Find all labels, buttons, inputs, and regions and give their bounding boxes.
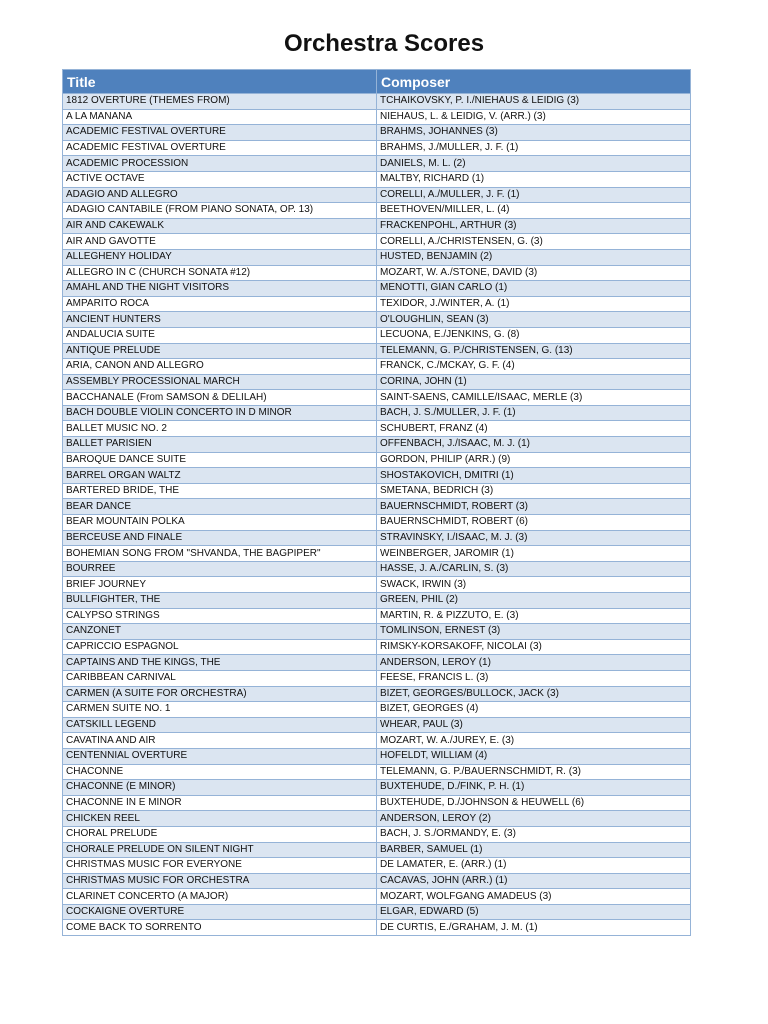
title-cell: CHRISTMAS MUSIC FOR EVERYONE xyxy=(63,858,377,874)
table-row xyxy=(63,904,691,920)
table-row xyxy=(63,234,691,250)
title-cell: ADAGIO AND ALLEGRO xyxy=(63,187,377,203)
composer-cell: DE LAMATER, E. (ARR.) (1) xyxy=(377,858,691,874)
title-cell: ANDALUCIA SUITE xyxy=(63,327,377,343)
title-cell: CHACONNE IN E MINOR xyxy=(63,795,377,811)
composer-cell: TELEMANN, G. P./CHRISTENSEN, G. (13) xyxy=(377,343,691,359)
table-row xyxy=(63,125,691,141)
composer-cell: DANIELS, M. L. (2) xyxy=(377,156,691,172)
title-cell: CHRISTMAS MUSIC FOR ORCHESTRA xyxy=(63,873,377,889)
composer-cell: MALTBY, RICHARD (1) xyxy=(377,171,691,187)
title-cell: COME BACK TO SORRENTO xyxy=(63,920,377,936)
table-row xyxy=(63,437,691,453)
composer-cell: SCHUBERT, FRANZ (4) xyxy=(377,421,691,437)
title-cell: BALLET PARISIEN xyxy=(63,437,377,453)
composer-cell: TCHAIKOVSKY, P. I./NIEHAUS & LEIDIG (3) xyxy=(377,94,691,110)
title-cell: CHACONNE (E MINOR) xyxy=(63,780,377,796)
table-row xyxy=(63,686,691,702)
title-cell: ALLEGHENY HOLIDAY xyxy=(63,249,377,265)
composer-cell: NIEHAUS, L. & LEIDIG, V. (ARR.) (3) xyxy=(377,109,691,125)
title-cell: ADAGIO CANTABILE (FROM PIANO SONATA, OP. 13) xyxy=(63,203,377,219)
composer-cell: BRAHMS, J./MULLER, J. F. (1) xyxy=(377,140,691,156)
composer-cell: SHOSTAKOVICH, DMITRI (1) xyxy=(377,468,691,484)
title-cell: CAPRICCIO ESPAGNOL xyxy=(63,639,377,655)
composer-cell: BAUERNSCHMIDT, ROBERT (3) xyxy=(377,499,691,515)
table-row xyxy=(63,530,691,546)
table-row xyxy=(63,156,691,172)
title-cell: ARIA, CANON AND ALLEGRO xyxy=(63,359,377,375)
column-header-title: Title xyxy=(63,70,377,94)
composer-cell: HOFELDT, WILLIAM (4) xyxy=(377,748,691,764)
title-cell: ANCIENT HUNTERS xyxy=(63,312,377,328)
title-cell: ASSEMBLY PROCESSIONAL MARCH xyxy=(63,374,377,390)
table-row xyxy=(63,561,691,577)
table-row xyxy=(63,608,691,624)
composer-cell: SMETANA, BEDRICH (3) xyxy=(377,483,691,499)
table-row xyxy=(63,889,691,905)
composer-cell: BRAHMS, JOHANNES (3) xyxy=(377,125,691,141)
table-row xyxy=(63,452,691,468)
composer-cell: RIMSKY-KORSAKOFF, NICOLAI (3) xyxy=(377,639,691,655)
title-cell: BACH DOUBLE VIOLIN CONCERTO IN D MINOR xyxy=(63,405,377,421)
table-row xyxy=(63,218,691,234)
table-row xyxy=(63,546,691,562)
composer-cell: BUXTEHUDE, D./FINK, P. H. (1) xyxy=(377,780,691,796)
composer-cell: FRANCK, C./MCKAY, G. F. (4) xyxy=(377,359,691,375)
table-row xyxy=(63,873,691,889)
composer-cell: BAUERNSCHMIDT, ROBERT (6) xyxy=(377,515,691,531)
title-cell: AIR AND CAKEWALK xyxy=(63,218,377,234)
composer-cell: WEINBERGER, JAROMIR (1) xyxy=(377,546,691,562)
table-row xyxy=(63,826,691,842)
title-cell: CENTENNIAL OVERTURE xyxy=(63,748,377,764)
composer-cell: MENOTTI, GIAN CARLO (1) xyxy=(377,281,691,297)
composer-cell: BIZET, GEORGES/BULLOCK, JACK (3) xyxy=(377,686,691,702)
composer-cell: CACAVAS, JOHN (ARR.) (1) xyxy=(377,873,691,889)
composer-cell: MOZART, W. A./STONE, DAVID (3) xyxy=(377,265,691,281)
table-row xyxy=(63,639,691,655)
table-row xyxy=(63,421,691,437)
table-row xyxy=(63,171,691,187)
title-cell: CHORALE PRELUDE ON SILENT NIGHT xyxy=(63,842,377,858)
composer-cell: CORELLI, A./CHRISTENSEN, G. (3) xyxy=(377,234,691,250)
title-cell: AMAHL AND THE NIGHT VISITORS xyxy=(63,281,377,297)
table-row xyxy=(63,577,691,593)
table-row xyxy=(63,390,691,406)
composer-cell: MARTIN, R. & PIZZUTO, E. (3) xyxy=(377,608,691,624)
title-cell: BARREL ORGAN WALTZ xyxy=(63,468,377,484)
table-row xyxy=(63,281,691,297)
title-cell: CHACONNE xyxy=(63,764,377,780)
title-cell: BOURREE xyxy=(63,561,377,577)
table-row xyxy=(63,795,691,811)
title-cell: CARIBBEAN CARNIVAL xyxy=(63,670,377,686)
table-row xyxy=(63,187,691,203)
table-row xyxy=(63,312,691,328)
composer-cell: MOZART, W. A./JUREY, E. (3) xyxy=(377,733,691,749)
title-cell: ACADEMIC FESTIVAL OVERTURE xyxy=(63,125,377,141)
table-row xyxy=(63,811,691,827)
table-row xyxy=(63,265,691,281)
table-row xyxy=(63,764,691,780)
title-cell: BALLET MUSIC NO. 2 xyxy=(63,421,377,437)
title-cell: BOHEMIAN SONG FROM "SHVANDA, THE BAGPIPER" xyxy=(63,546,377,562)
composer-cell: ELGAR, EDWARD (5) xyxy=(377,904,691,920)
title-cell: CAPTAINS AND THE KINGS, THE xyxy=(63,655,377,671)
composer-cell: DE CURTIS, E./GRAHAM, J. M. (1) xyxy=(377,920,691,936)
title-cell: BEAR DANCE xyxy=(63,499,377,515)
composer-cell: ANDERSON, LEROY (2) xyxy=(377,811,691,827)
table-row xyxy=(63,203,691,219)
table-row xyxy=(63,717,691,733)
title-cell: CARMEN (A SUITE FOR ORCHESTRA) xyxy=(63,686,377,702)
composer-cell: HASSE, J. A./CARLIN, S. (3) xyxy=(377,561,691,577)
title-cell: CHORAL PRELUDE xyxy=(63,826,377,842)
table-row xyxy=(63,624,691,640)
composer-cell: STRAVINSKY, I./ISAAC, M. J. (3) xyxy=(377,530,691,546)
table-row xyxy=(63,327,691,343)
composer-cell: FEESE, FRANCIS L. (3) xyxy=(377,670,691,686)
title-cell: BAROQUE DANCE SUITE xyxy=(63,452,377,468)
title-cell: AMPARITO ROCA xyxy=(63,296,377,312)
table-row xyxy=(63,359,691,375)
title-cell: CATSKILL LEGEND xyxy=(63,717,377,733)
title-cell: 1812 OVERTURE (THEMES FROM) xyxy=(63,94,377,110)
composer-cell: BUXTEHUDE, D./JOHNSON & HEUWELL (6) xyxy=(377,795,691,811)
table-body xyxy=(63,94,691,936)
title-cell: ACADEMIC PROCESSION xyxy=(63,156,377,172)
table-header-row xyxy=(63,70,691,94)
table-row xyxy=(63,343,691,359)
title-cell: ANTIQUE PRELUDE xyxy=(63,343,377,359)
composer-cell: OFFENBACH, J./ISAAC, M. J. (1) xyxy=(377,437,691,453)
composer-cell: MOZART, WOLFGANG AMADEUS (3) xyxy=(377,889,691,905)
title-cell: ACTIVE OCTAVE xyxy=(63,171,377,187)
table-row xyxy=(63,468,691,484)
table-row xyxy=(63,499,691,515)
table-row xyxy=(63,483,691,499)
composer-cell: BARBER, SAMUEL (1) xyxy=(377,842,691,858)
composer-cell: O'LOUGHLIN, SEAN (3) xyxy=(377,312,691,328)
table-row xyxy=(63,702,691,718)
composer-cell: CORINA, JOHN (1) xyxy=(377,374,691,390)
page-title: Orchestra Scores xyxy=(283,30,485,57)
composer-cell: GORDON, PHILIP (ARR.) (9) xyxy=(377,452,691,468)
title-cell: CARMEN SUITE NO. 1 xyxy=(63,702,377,718)
composer-cell: TEXIDOR, J./WINTER, A. (1) xyxy=(377,296,691,312)
title-cell: COCKAIGNE OVERTURE xyxy=(63,904,377,920)
table-row xyxy=(63,733,691,749)
title-cell: A LA MANANA xyxy=(63,109,377,125)
table-row xyxy=(63,842,691,858)
composer-cell: SWACK, IRWIN (3) xyxy=(377,577,691,593)
title-cell: ACADEMIC FESTIVAL OVERTURE xyxy=(63,140,377,156)
composer-cell: TOMLINSON, ERNEST (3) xyxy=(377,624,691,640)
title-cell: CLARINET CONCERTO (A MAJOR) xyxy=(63,889,377,905)
composer-cell: GREEN, PHIL (2) xyxy=(377,593,691,609)
table-row xyxy=(63,670,691,686)
table-row xyxy=(63,780,691,796)
table-row xyxy=(63,94,691,110)
table-row xyxy=(63,858,691,874)
table-row xyxy=(63,748,691,764)
composer-cell: BEETHOVEN/MILLER, L. (4) xyxy=(377,203,691,219)
table-row xyxy=(63,405,691,421)
scores-table xyxy=(62,69,691,936)
composer-cell: LECUONA, E./JENKINS, G. (8) xyxy=(377,327,691,343)
column-header-composer: Composer xyxy=(377,70,691,94)
composer-cell: BACH, J. S./MULLER, J. F. (1) xyxy=(377,405,691,421)
composer-cell: BACH, J. S./ORMANDY, E. (3) xyxy=(377,826,691,842)
title-cell: BERCEUSE AND FINALE xyxy=(63,530,377,546)
title-cell: BULLFIGHTER, THE xyxy=(63,593,377,609)
table-row xyxy=(63,515,691,531)
title-cell: ALLEGRO IN C (CHURCH SONATA #12) xyxy=(63,265,377,281)
composer-cell: BIZET, GEORGES (4) xyxy=(377,702,691,718)
title-cell: BACCHANALE (From SAMSON & DELILAH) xyxy=(63,390,377,406)
title-cell: CANZONET xyxy=(63,624,377,640)
title-cell: CAVATINA AND AIR xyxy=(63,733,377,749)
title-cell: BARTERED BRIDE, THE xyxy=(63,483,377,499)
title-cell: BEAR MOUNTAIN POLKA xyxy=(63,515,377,531)
table-row xyxy=(63,296,691,312)
table-row xyxy=(63,593,691,609)
table-row xyxy=(63,374,691,390)
table-row xyxy=(63,140,691,156)
table-row xyxy=(63,109,691,125)
title-cell: AIR AND GAVOTTE xyxy=(63,234,377,250)
table-row xyxy=(63,920,691,936)
composer-cell: HUSTED, BENJAMIN (2) xyxy=(377,249,691,265)
title-cell: CHICKEN REEL xyxy=(63,811,377,827)
composer-cell: TELEMANN, G. P./BAUERNSCHMIDT, R. (3) xyxy=(377,764,691,780)
composer-cell: FRACKENPOHL, ARTHUR (3) xyxy=(377,218,691,234)
table-row xyxy=(63,249,691,265)
title-cell: CALYPSO STRINGS xyxy=(63,608,377,624)
composer-cell: WHEAR, PAUL (3) xyxy=(377,717,691,733)
table-row xyxy=(63,655,691,671)
title-cell: BRIEF JOURNEY xyxy=(63,577,377,593)
composer-cell: SAINT-SAENS, CAMILLE/ISAAC, MERLE (3) xyxy=(377,390,691,406)
composer-cell: ANDERSON, LEROY (1) xyxy=(377,655,691,671)
composer-cell: CORELLI, A./MULLER, J. F. (1) xyxy=(377,187,691,203)
